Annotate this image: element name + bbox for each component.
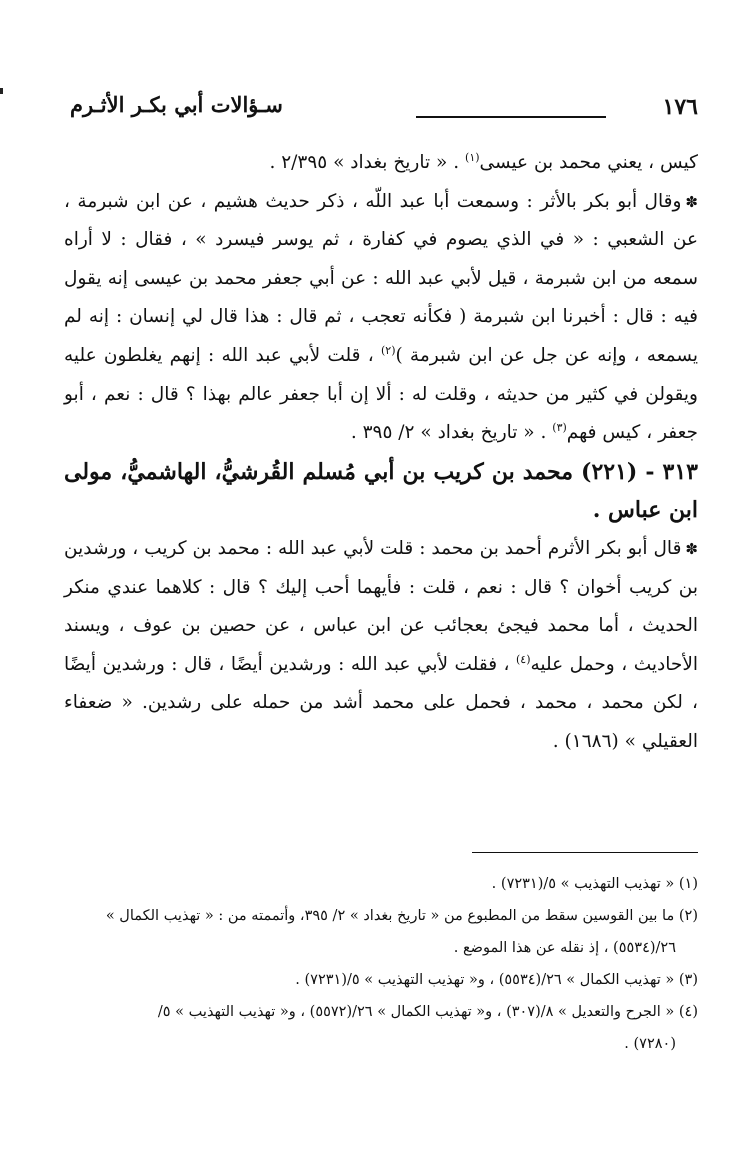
page-edge-mark <box>0 88 3 94</box>
footnote-2-continuation: ٢٦/(٥٥٣٤) ، إذ نقله عن هذا الموضع . <box>453 940 676 956</box>
footnote-separator <box>472 852 698 853</box>
main-text <box>64 144 698 762</box>
page-header <box>70 92 698 132</box>
footnote-3: (٣) « تهذيب الكمال » ٢٦/(٥٥٣٤) ، و« تهذيب التهذيب » ٥/(٧٢٣١) . <box>295 972 698 988</box>
footnote-2: (٢) ما بين القوسين سقط من المطبوع من « تاريخ بغداد » ٢/ ٣٩٥، وأتممته من : « تهذيب الكمال » <box>105 908 698 924</box>
asterism-icon: ✽ <box>685 539 698 558</box>
footnote-ref-3: (٣) <box>552 421 567 434</box>
paragraph-2: ✽وقال أبو بكر بالأثر : وسمعت أبا عبد اللّه ، ذكر حديث هشيم ، عن ابن شبرمة ، عن الشعبي : « في الذي يصوم في كفارة ، ثم يوسر فيسرد » ، فقال : لا أراه سمعه من ابن شبرمة ، قيل لأبي عبد الله : عن أبي جعفر محمد بن عيسى إنه يقول فيه : قال : أخبرنا ابن شبرمة ( فكأنه تعجب ، ثم قال : هذا قال لي إنسان : إنه لم يسمعه ، وإنه عن جل عن ابن شبرمة )$^{(٢)}$ ، قلت لأبي عبد الله : إنهم يغلطون عليه ويقولن في كثير من حديثه ، وقلت له : ألا إن أبا جعفر عالم بهذا ؟ قال : نعم ، أبو جعفر ، كيس فهم$^{(٣)}$ . « تاريخ بغداد » ٢/ ٣٩٥ . <box>64 183 698 453</box>
footnote-4: (٤) « الجرح والتعديل » ٨/(٣٠٧) ، و« تهذيب الكمال » ٢٦/(٥٥٧٢) ، و« تهذيب التهذيب » ٥/ <box>157 1004 698 1020</box>
page-number: ١٧٦ <box>662 94 698 120</box>
header-rule <box>416 116 606 118</box>
paragraph-1: كيس ، يعني محمد بن عيسى$^{(١)}$ . « تاريخ بغداد » ٢/٣٩٥ . <box>269 150 698 173</box>
footnotes <box>64 868 698 1060</box>
footnote-4-continuation: (٧٢٨٠) . <box>624 1036 676 1052</box>
asterism-icon: ✽ <box>685 192 698 211</box>
paragraph-3: ✽قال أبو بكر الأثرم أحمد بن محمد : قلت لأبي عبد الله : محمد بن كريب ، ورشدين بن كريب أخوان ؟ قال : نعم ، قلت : فأيهما أحب إليك ؟ قال : كلاهما عندي منكر الحديث ، أما محمد فيجئ بعجائب عن ابن عباس ، عن حصين بن عوف ، ويسند الأحاديث ، وحمل عليه$^{(٤)}$ ، فقلت لأبي عبد الله : ورشدين أيضًا ، قال : ورشدين أيضًا ، لكن محمد ، محمد ، فحمل على محمد أشد من حمله على رشدين. « ضعفاء العقيلي » (١٦٨٦) . <box>64 530 698 762</box>
running-title: سـؤالات أبي بكـر الأثـرم <box>70 92 283 117</box>
footnote-ref-4: (٤) <box>516 652 531 666</box>
footnote-1: (١) « تهذيب التهذيب » ٥/(٧٢٣١) . <box>491 876 698 892</box>
footnote-ref-1: (١) <box>465 150 480 164</box>
entry-heading: ٣١٣ - (٢٢١) محمد بن كريب بن أبي مُسلم القُرشيُّ، الهاشميُّ، مولى ابن عباس . <box>64 458 698 524</box>
footnote-ref-2: (٢) <box>380 343 396 357</box>
